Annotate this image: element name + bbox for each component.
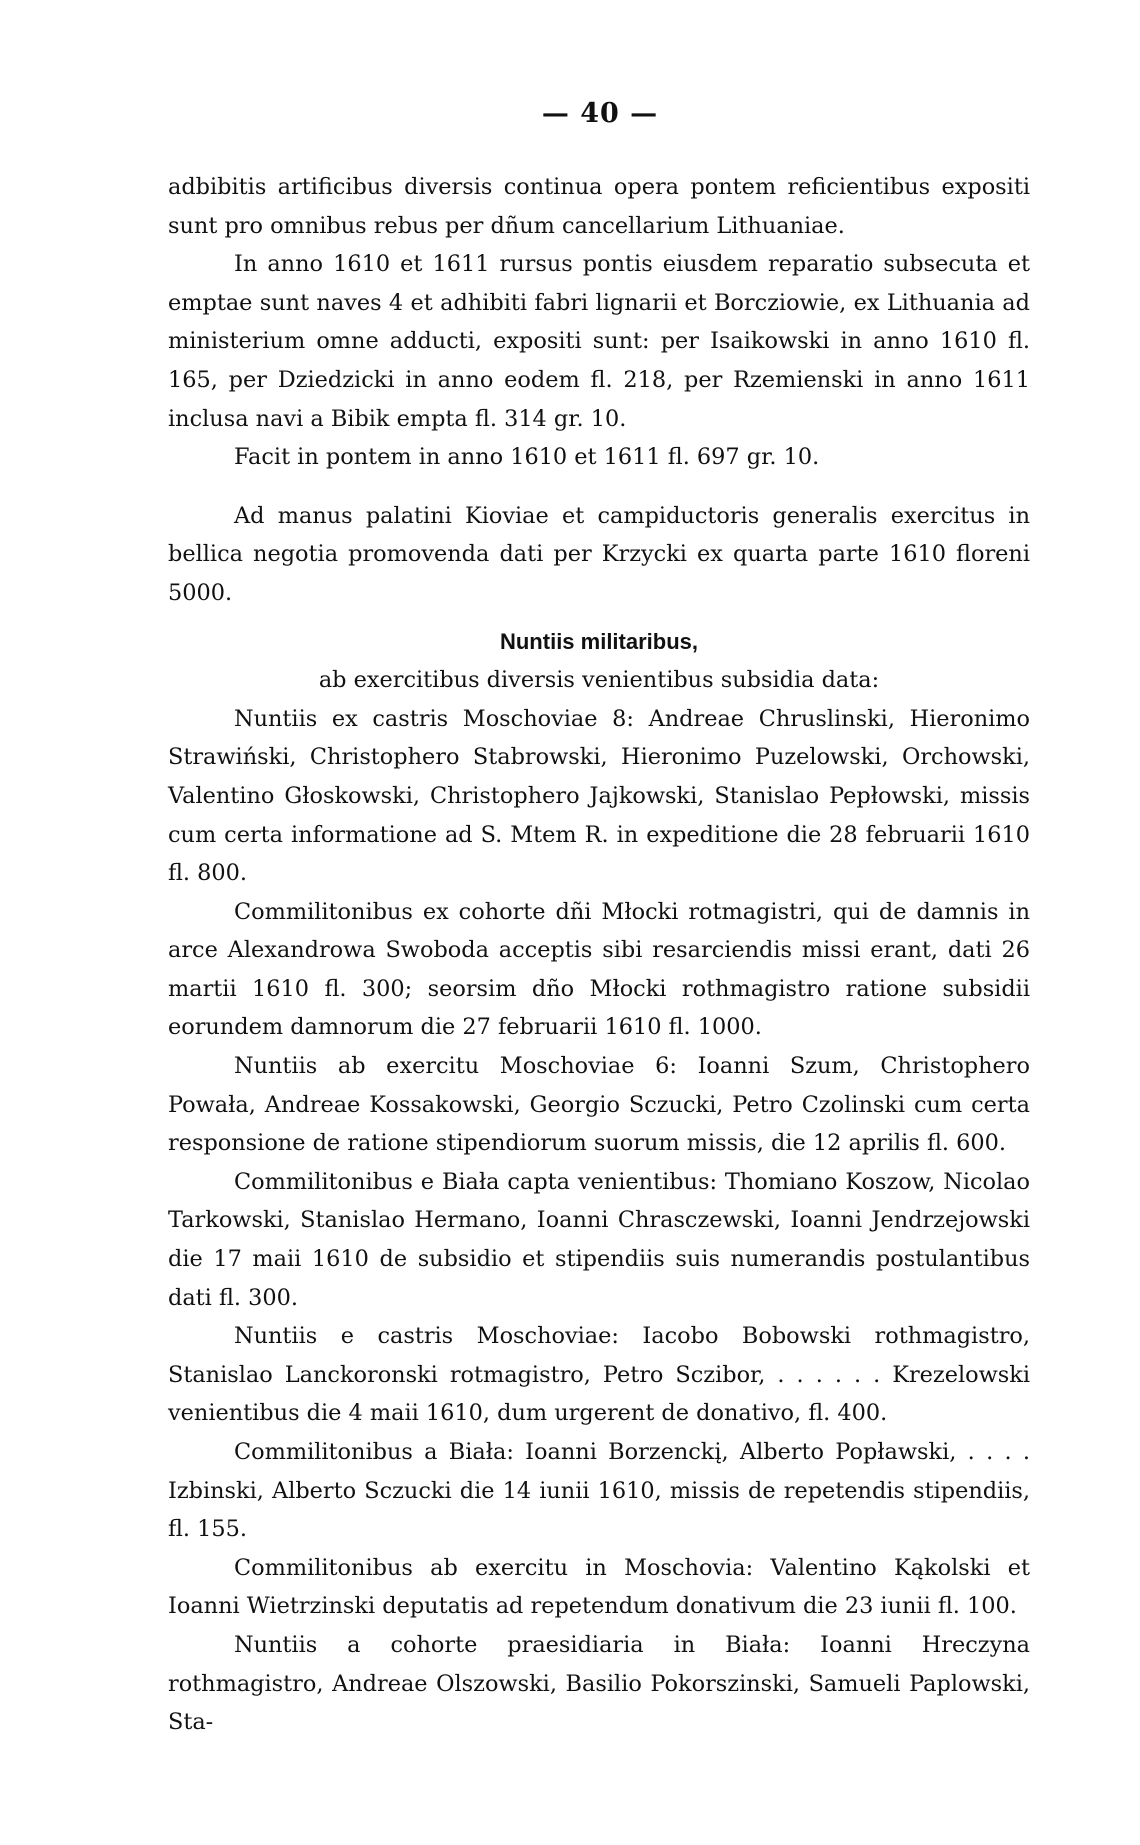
paragraph-mlocki-cohort: Commilitonibus ex cohorte dñi Młocki rotmagistri, qui de damnis in arce Alexandrowa Swoboda acceptis sibi resarciendis missi erant, dati 26 martii 1610 fl. 300; seorsim dño Młocki rothmagistro ratione subsidii eorundem damnorum die 27 februarii 1610 fl. 1000.: [168, 898, 1030, 1041]
paragraph-biala-commilitones: Commilitonibus a Biała: Ioanni Borzenckį, Alberto Popławski, . . . . Izbinski, Alberto Sczucki die 14 iunii 1610, missis de repetendis stipendiis, fl. 155.: [168, 1439, 1030, 1543]
paragraph-continuation: adbibitis artificibus diversis continua opera pontem reficientibus expositi sunt pro omnibus rebus per dñum cancellarium Lithuaniae.: [168, 174, 1030, 239]
paragraph-nuntii-exercitu: Nuntiis ab exercitu Moschoviae 6: Ioanni Szum, Christophero Powała, Andreae Kossakowski, Georgio Sczucki, Petro Czolinski cum certa responsione de ratione stipendiorum suorum missis, die 12 aprilis fl. 600.: [168, 1053, 1030, 1157]
paragraph-biala-capta: Commilitonibus e Biała capta venientibus: Thomiano Koszow, Nicolao Tarkowski, Stanislao Hermano, Ioanni Chrasczewski, Ioanni Jendrzejowski die 17 maii 1610 de subsidio et stipendiis suis numerandis postulantibus dati fl. 300.: [168, 1168, 1030, 1311]
body-text: [168, 168, 1030, 1742]
paragraph-nuntii-moscow: Nuntiis ex castris Moschoviae 8: Andreae Chruslinski, Hieronimo Strawiński, Christophero Stabrowski, Hieronimo Puzelowski, Orchowski, Valentino Głoskowski, Christophero Jajkowski, Stanislao Pepłowski, missis cum certa informatione ad S. Mtem R. in expeditione die 28 februarii 1610 fl. 800.: [168, 705, 1030, 887]
paragraph-praesidiaria-biala: Nuntiis a cohorte praesidiaria in Biała: Ioanni Hreczyna rothmagistro, Andreae Olszowski, Basilio Pokorszinski, Samueli Paplowski, Sta-: [168, 1631, 1030, 1736]
paragraph-moschovia-donativum: Commilitonibus ab exercitu in Moschovia: Valentino Kąkolski et Ioanni Wietrzinski deputatis ad repetendum donativum die 23 iunii fl. 100.: [168, 1554, 1030, 1620]
paragraph-bridge-total: Facit in pontem in anno 1610 et 1611 fl. 697 gr. 10.: [234, 444, 820, 471]
paragraph-bridge-repair: In anno 1610 et 1611 rursus pontis eiusdem reparatio subsecuta et emptae sunt naves 4 et adhibiti fabri lignarii et Borcziowie, ex Lithuania ad ministerium omne adducti, expositi sunt: per Isaikowski in anno 1610 fl. 165, per Dziedzicki in anno eodem fl. 218, per Rzemienski in anno 1611 inclusa navi a Bibik empta fl. 314 gr. 10.: [168, 251, 1030, 432]
section-heading: Nuntiis militaribus,: [499, 628, 699, 654]
paragraph-castris-moschoviae: Nuntiis e castris Moschoviae: Iacobo Bobowski rothmagistro, Stanislao Lanckoronski rotmagistro, Petro Sczibor, . . . . . . Krezelowski venientibus die 4 maii 1610, dum urgerent de donativo, fl. 400.: [168, 1323, 1030, 1427]
page-number: — 40 —: [541, 98, 659, 129]
section-subheading: ab exercitibus diversis venientibus subsidia data:: [318, 667, 880, 694]
paragraph-palatine-kiev: Ad manus palatini Kioviae et campiductoris generalis exercitus in bellica negotia promovenda dati per Krzycki ex quarta parte 1610 floreni 5000.: [168, 502, 1030, 606]
